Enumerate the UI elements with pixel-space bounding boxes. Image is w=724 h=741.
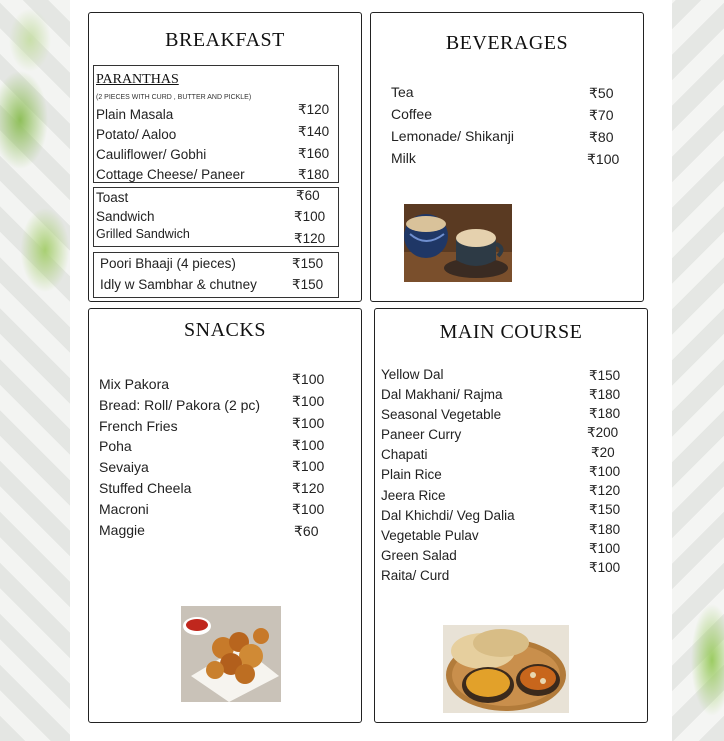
menu-item-price: ₹200 [587, 425, 619, 440]
menu-item-name: Stuffed Cheela [99, 480, 192, 496]
menu-item-price: ₹150 [589, 368, 621, 383]
menu-item-name: Chapati [381, 447, 428, 462]
menu-item-name: Green Salad [381, 548, 457, 563]
breakfast-panel [88, 12, 362, 302]
paranthas-note: (2 PIECES WITH CURD , BUTTER AND PICKLE) [96, 94, 252, 101]
menu-item-name: Potato/ Aaloo [96, 127, 177, 142]
menu-item-name: Cauliflower/ Gobhi [96, 147, 207, 162]
thali-photo [443, 625, 569, 713]
menu-item-name: Dal Khichdi/ Veg Dalia [381, 508, 515, 523]
menu-item-price: ₹100 [292, 458, 325, 474]
menu-item-price: ₹150 [589, 502, 621, 517]
background-leaves-left [0, 0, 70, 741]
menu-item-price: ₹120 [298, 102, 330, 117]
tea-cups-image [404, 204, 512, 282]
breakfast-title: BREAKFAST [165, 29, 285, 51]
background-leaves-right [672, 0, 724, 741]
menu-item-name: Sevaiya [99, 459, 149, 475]
menu-item-name: Vegetable Pulav [381, 528, 479, 543]
menu-item-price: ₹140 [298, 124, 330, 139]
menu-item-name: French Fries [99, 418, 178, 434]
main-course-title: MAIN COURSE [439, 321, 583, 343]
menu-item-name: Seasonal Vegetable [381, 407, 502, 422]
menu-item-price: ₹100 [589, 541, 621, 556]
menu-item-price: ₹150 [292, 256, 324, 271]
menu-item-price: ₹100 [292, 393, 325, 409]
snacks-title: SNACKS [184, 319, 266, 341]
menu-item-price: ₹100 [589, 560, 621, 575]
menu-item-name: Plain Rice [381, 467, 442, 482]
menu-item-name: Sandwich [96, 209, 155, 224]
menu-item-price: ₹100 [292, 415, 325, 431]
menu-item-price: ₹100 [292, 371, 325, 387]
menu-item-price: ₹100 [589, 464, 621, 479]
beverages-panel [370, 12, 644, 302]
menu-item-price: ₹100 [587, 151, 620, 167]
paranthas-title: PARANTHAS [96, 72, 179, 87]
menu-item-name: Grilled Sandwich [96, 227, 190, 241]
menu-item-name: Mix Pakora [99, 376, 170, 392]
menu-item-price: ₹150 [292, 277, 324, 292]
menu-item-price: ₹80 [589, 129, 614, 145]
beverages-title: BEVERAGES [445, 32, 569, 54]
menu-item-price: ₹120 [292, 480, 325, 496]
menu-item-name: Paneer Curry [381, 427, 462, 442]
menu-item-price: ₹180 [589, 522, 621, 537]
pakora-plate-image [181, 606, 281, 702]
thali-plate-image [443, 625, 569, 713]
menu-item-price: ₹120 [589, 483, 621, 498]
menu-item-price: ₹70 [589, 107, 614, 123]
menu-item-price: ₹100 [292, 501, 325, 517]
menu-item-price: ₹160 [298, 146, 330, 161]
menu-item-price: ₹50 [589, 85, 614, 101]
main-course-panel [374, 308, 648, 723]
pakora-photo [181, 606, 281, 702]
menu-item-name: Macroni [99, 501, 149, 517]
menu-item-name: Maggie [99, 522, 145, 538]
menu-item-price: ₹100 [292, 437, 325, 453]
poori-box [93, 252, 339, 298]
menu-item-name: Lemonade/ Shikanji [391, 128, 514, 144]
snacks-panel [88, 308, 362, 723]
menu-item-price: ₹20 [591, 445, 615, 460]
menu-item-name: Cottage Cheese/ Paneer [96, 167, 245, 182]
menu-item-name: Idly w Sambhar & chutney [100, 277, 257, 292]
menu-item-price: ₹100 [294, 209, 326, 224]
menu-item-name: Poha [99, 438, 132, 454]
menu-page [70, 0, 672, 741]
menu-item-name: Yellow Dal [381, 367, 444, 382]
paranthas-box [93, 65, 339, 183]
menu-item-price: ₹180 [589, 387, 621, 402]
menu-item-price: ₹60 [294, 523, 319, 539]
menu-item-name: Tea [391, 84, 414, 100]
menu-item-price: ₹60 [296, 188, 320, 203]
menu-item-name: Plain Masala [96, 107, 174, 122]
menu-item-name: Raita/ Curd [381, 568, 450, 583]
menu-item-name: Toast [96, 190, 129, 205]
toast-box [93, 187, 339, 247]
menu-item-name: Milk [391, 150, 416, 166]
menu-item-price: ₹180 [298, 167, 330, 182]
menu-item-name: Dal Makhani/ Rajma [381, 387, 503, 402]
menu-item-name: Poori Bhaaji (4 pieces) [100, 256, 236, 271]
menu-item-price: ₹120 [294, 231, 326, 246]
menu-item-name: Coffee [391, 106, 432, 122]
menu-item-price: ₹180 [589, 406, 621, 421]
menu-item-name: Jeera Rice [381, 488, 446, 503]
tea-photo [404, 204, 512, 282]
menu-item-name: Bread: Roll/ Pakora (2 pc) [99, 397, 261, 413]
